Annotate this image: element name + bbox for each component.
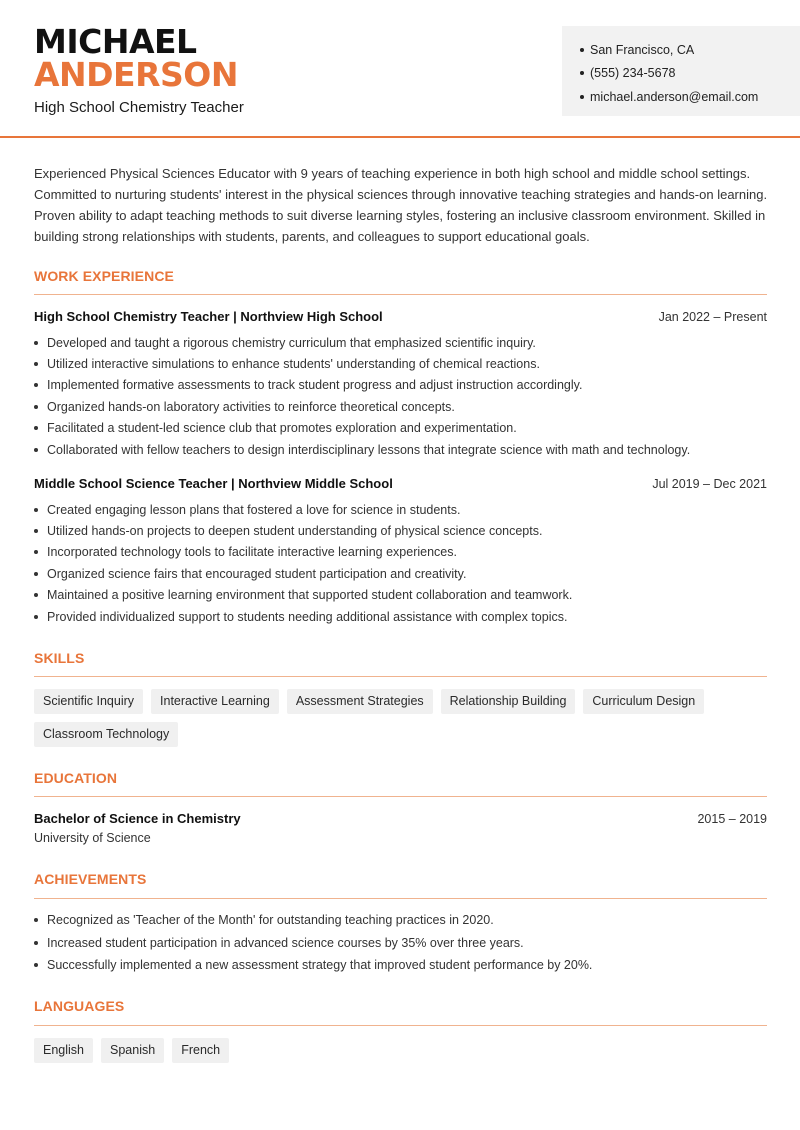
list-item: Organized hands-on laboratory activities to reinforce theoretical concepts. xyxy=(34,396,767,417)
bullet-icon xyxy=(34,615,38,619)
bullet-icon xyxy=(34,448,38,452)
section-divider xyxy=(34,676,767,677)
job-header xyxy=(34,309,767,324)
bullet-icon xyxy=(34,426,38,430)
job-dates: Jul 2019 – Dec 2021 xyxy=(652,476,767,491)
languages-list xyxy=(34,1038,767,1063)
language-chip: French xyxy=(172,1038,229,1063)
bullet-icon xyxy=(580,71,584,75)
section-divider xyxy=(34,898,767,899)
header-divider xyxy=(0,136,800,138)
bullet-icon xyxy=(34,941,38,945)
list-item: Facilitated a student-led science club that promotes exploration and experimentation. xyxy=(34,418,767,439)
bullet-icon xyxy=(580,48,584,52)
first-name: MICHAEL xyxy=(34,22,197,61)
bullet-icon xyxy=(34,529,38,533)
bullet-icon xyxy=(34,362,38,366)
bullet-icon xyxy=(34,405,38,409)
resume-header xyxy=(0,0,800,138)
skill-chip: Interactive Learning xyxy=(151,689,279,714)
list-item: Provided individualized support to students needing additional assistance with complex topics. xyxy=(34,606,767,627)
job-title: High School Chemistry Teacher xyxy=(34,99,244,116)
achievements-list xyxy=(34,909,767,977)
list-item: Maintained a positive learning environment that supported student collaboration and teamwork. xyxy=(34,585,767,606)
contact-location: San Francisco, CA xyxy=(580,38,800,62)
list-item: Successfully implemented a new assessment strategy that improved student performance by 20%. xyxy=(34,954,767,977)
job-dates: Jan 2022 – Present xyxy=(658,309,767,324)
section-divider xyxy=(34,796,767,797)
job-bullets xyxy=(34,332,767,460)
section-title-languages: LANGUAGES xyxy=(34,998,125,1014)
skill-chip: Relationship Building xyxy=(441,689,576,714)
contact-box xyxy=(562,26,800,116)
section-title-achievements: ACHIEVEMENTS xyxy=(34,871,147,887)
bullet-icon xyxy=(34,550,38,554)
contact-phone: (555) 234-5678 xyxy=(580,62,800,86)
section-divider xyxy=(34,294,767,295)
bullet-icon xyxy=(34,383,38,387)
list-item: Developed and taught a rigorous chemistry curriculum that emphasized scientific inquiry. xyxy=(34,332,767,353)
job-title-company: Middle School Science Teacher | Northview Middle School xyxy=(34,476,393,491)
list-item: Created engaging lesson plans that fostered a love for science in students. xyxy=(34,499,767,520)
bullet-icon xyxy=(34,572,38,576)
job-bullets xyxy=(34,499,767,627)
job-header xyxy=(34,476,767,491)
education-header xyxy=(34,811,767,826)
bullet-icon xyxy=(34,341,38,345)
list-item: Collaborated with fellow teachers to design interdisciplinary lessons that integrate science with math and technology. xyxy=(34,439,767,460)
degree: Bachelor of Science in Chemistry xyxy=(34,811,241,826)
bullet-icon xyxy=(34,918,38,922)
skill-chip: Scientific Inquiry xyxy=(34,689,143,714)
contact-email[interactable]: michael.anderson@email.com xyxy=(580,85,800,109)
list-item: Incorporated technology tools to facilitate interactive learning experiences. xyxy=(34,542,767,563)
skills-list xyxy=(34,689,767,747)
section-title-education: EDUCATION xyxy=(34,770,118,786)
education-years: 2015 – 2019 xyxy=(697,811,767,826)
school-name: University of Science xyxy=(34,831,151,845)
bullet-icon xyxy=(34,963,38,967)
section-title-work: WORK EXPERIENCE xyxy=(34,268,174,284)
list-item: Increased student participation in advanced science courses by 35% over three years. xyxy=(34,932,767,955)
section-title-skills: SKILLS xyxy=(34,650,85,666)
list-item: Implemented formative assessments to track student progress and adjust instruction accordingly. xyxy=(34,375,767,396)
summary-text: Experienced Physical Sciences Educator with 9 years of teaching experience in both high school and middle school settings. Committed to nurturing students' interest in the physical sciences through innovative teaching strategies and hands-on learning. Proven ability to adapt teaching methods to suit diverse learning styles, fostering an inclusive classroom environment. Skilled in building strong relationships with students, parents, and colleagues to support educational goals. xyxy=(34,166,768,244)
skill-chip: Curriculum Design xyxy=(583,689,704,714)
skill-chip: Assessment Strategies xyxy=(287,689,433,714)
bullet-icon xyxy=(34,593,38,597)
last-name: ANDERSON xyxy=(34,55,238,94)
list-item: Organized science fairs that encouraged student participation and creativity. xyxy=(34,563,767,584)
job-title-company: High School Chemistry Teacher | Northview High School xyxy=(34,309,383,324)
list-item: Utilized interactive simulations to enhance students' understanding of chemical reactions. xyxy=(34,353,767,374)
list-item: Recognized as 'Teacher of the Month' for outstanding teaching practices in 2020. xyxy=(34,909,767,932)
list-item: Utilized hands-on projects to deepen student understanding of physical science concepts. xyxy=(34,520,767,541)
language-chip: English xyxy=(34,1038,93,1063)
section-divider xyxy=(34,1025,767,1026)
bullet-icon xyxy=(580,95,584,99)
language-chip: Spanish xyxy=(101,1038,164,1063)
bullet-icon xyxy=(34,508,38,512)
skill-chip: Classroom Technology xyxy=(34,722,178,747)
